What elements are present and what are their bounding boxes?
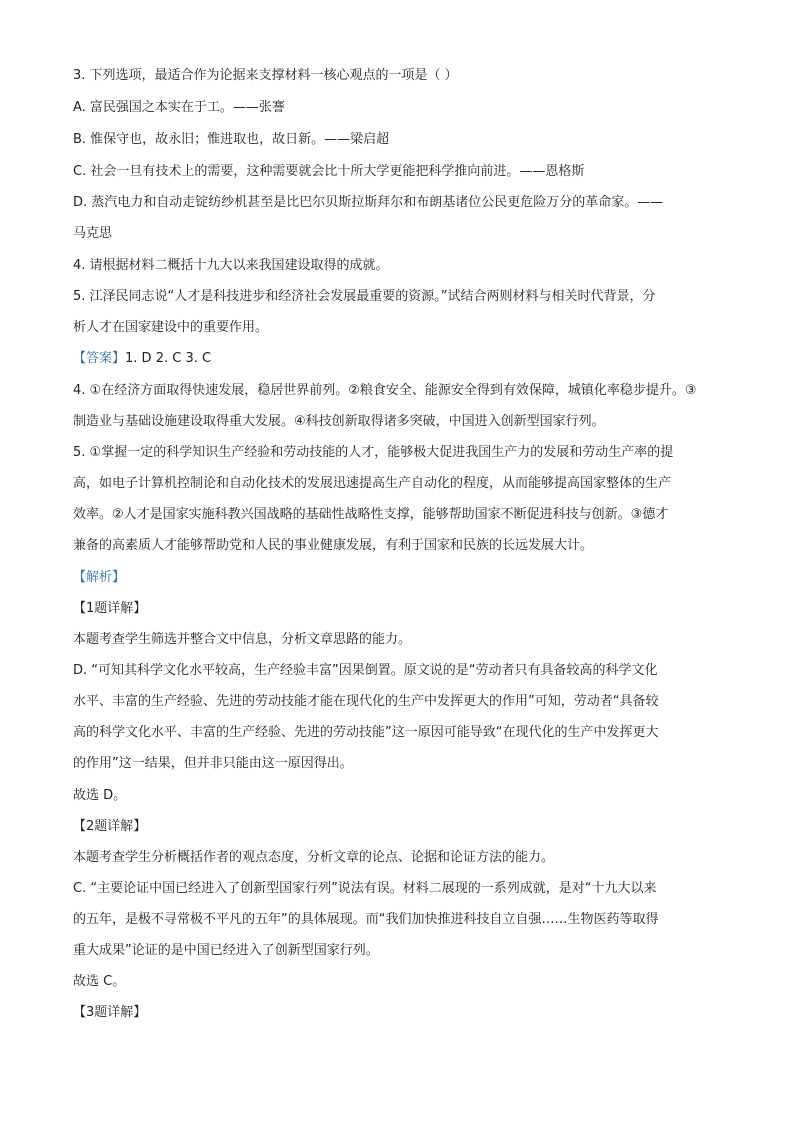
answer-5-line-1: 5. ①掌握一定的科学知识生产经验和劳动技能的人才，能够极大促进我国生产力的发展和劳动生产率的提 bbox=[73, 445, 674, 460]
answer-label: 【答案】 bbox=[73, 351, 126, 366]
q4-stem: 4. 请根据材料二概括十九大以来我国建设取得的成就。 bbox=[73, 258, 389, 273]
q3-option-c: C. 社会一旦有技术上的需要，这种需要就会比十所大学更能把科学推向前进。——恩格斯 bbox=[73, 164, 585, 179]
detail-3-heading: 【3题详解】 bbox=[73, 1005, 147, 1020]
detail-2-conclusion: 故选 C。 bbox=[73, 974, 126, 989]
q3-stem: 3. 下列选项，最适合作为论据来支撑材料一核心观点的一项是（ ） bbox=[73, 68, 458, 83]
detail-1-heading: 【1题详解】 bbox=[73, 601, 147, 616]
q3-option-d: D. 蒸汽电力和自动走锭纺纱机甚至是比巴尔贝斯拉斯拜尔和布朗基诸位公民更危险万分的革命家。—— bbox=[73, 195, 664, 210]
detail-2-para-3: 重大成果”论证的是中国已经进入了创新型国家行列。 bbox=[73, 943, 379, 958]
q3-option-b: B. 惟保守也，故永旧；惟进取也，故日新。——梁启超 bbox=[73, 132, 390, 147]
detail-1-para-1: D. “可知其科学文化水平较高，生产经验丰富”因果倒置。原文说的是“劳动者只有具备较高的科学文化 bbox=[73, 663, 658, 678]
detail-2-para-2: 的五年，是极不寻常极不平凡的五年”的具体展现。而“我们加快推进科技自立自强……生物医药等取得 bbox=[73, 912, 659, 927]
answer-4-line-1: 4. ①在经济方面取得快速发展，稳居世界前列。②粮食安全、能源安全得到有效保障，城镇化率稳步提升。③ bbox=[73, 383, 697, 398]
q3-option-d-cont: 马克思 bbox=[73, 226, 113, 241]
q5-stem: 5. 江泽民同志说“人才是科技进步和经济社会发展最重要的资源。”试结合两则材料与相关时代背景，分 bbox=[73, 289, 656, 304]
detail-1-intro: 本题考查学生筛选并整合文中信息，分析文章思路的能力。 bbox=[73, 632, 412, 647]
q3-option-a: A. 富民强国之本实在于工。——张謇 bbox=[73, 100, 285, 115]
detail-2-para-1: C. “主要论证中国已经进入了创新型国家行列”说法有误。材料二展现的一系列成就，是对“十九大以来 bbox=[73, 881, 657, 896]
answer-line bbox=[73, 349, 211, 369]
detail-1-para-2: 水平、丰富的生产经验、先进的劳动技能才能在现代化的生产中发挥更大的作用”可知，劳动者“具备较 bbox=[73, 694, 659, 709]
detail-2-heading: 【2题详解】 bbox=[73, 819, 147, 834]
detail-1-conclusion: 故选 D。 bbox=[73, 788, 127, 803]
answer-5-line-2: 高，如电子计算机控制论和自动化技术的发展迅速提高生产自动化的程度，从而能够提高国家整体的生产 bbox=[73, 476, 672, 491]
answer-values: 1. D 2. C 3. C bbox=[125, 351, 212, 366]
answer-5-line-4: 兼备的高素质人才能够帮助党和人民的事业健康发展，有利于国家和民族的长远发展大计。 bbox=[73, 538, 594, 553]
analysis-label: 【解析】 bbox=[73, 570, 126, 585]
detail-2-intro: 本题考查学生分析概括作者的观点态度，分析文章的论点、论据和论证方法的能力。 bbox=[73, 850, 555, 865]
detail-1-para-3: 高的科学文化水平、丰富的生产经验、先进的劳动技能”这一原因可能导致“在现代化的生产中发挥更大 bbox=[73, 725, 659, 740]
detail-1-para-4: 的作用”这一结果，但并非只能由这一原因得出。 bbox=[73, 756, 353, 771]
answer-4-line-2: 制造业与基础设施建设取得重大发展。④科技创新取得诸多突破，中国进入创新型国家行列。 bbox=[73, 414, 605, 429]
q5-stem-cont: 析人才在国家建设中的重要作用。 bbox=[73, 320, 269, 335]
answer-5-line-3: 效率。②人才是国家实施科教兴国战略的基础性战略性支撑，能够帮助国家不断促进科技与创新。③德才 bbox=[73, 507, 669, 522]
